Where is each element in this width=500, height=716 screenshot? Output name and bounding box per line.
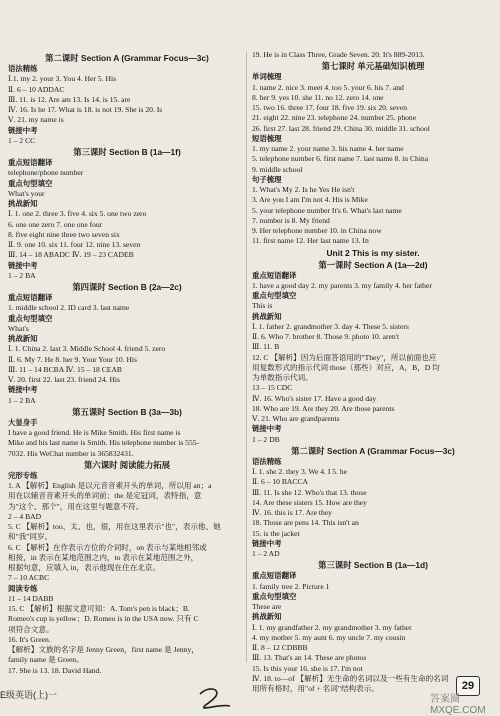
answer-line: 1 – 2 BA xyxy=(8,270,36,280)
subsection-label: 重点短语翻译 xyxy=(8,293,53,302)
answer-line: Ⅰ. 1. China 2. last 3. Middle School 4. friend 5. zero xyxy=(8,344,166,354)
answer-line: Ⅱ. 8 – 12 CDBBB xyxy=(252,643,308,652)
answer-line: 2 – 4 BAD xyxy=(8,511,42,521)
answer-line: Ⅴ. 21. my name is xyxy=(8,115,64,125)
answer-line: 11 – 14 DABB xyxy=(8,593,54,603)
answer-line: 21. eight 22. nine 23. telephone 24. number 25. phone xyxy=(252,113,417,123)
answer-line: I have a good friend. He is Mike Smith. His first name is xyxy=(8,428,181,437)
subsection-label: 挑战新知 xyxy=(252,311,282,321)
section-heading: 第七课时 单元基础知识梳理 xyxy=(321,61,425,72)
section-heading: 第三课时 Section B (1a—1f) xyxy=(73,147,181,157)
subsection-label: 重点句型填空 xyxy=(252,291,297,300)
answer-line: 19. He is in Class Three, Grade Seven. 20. It's 889-2013. xyxy=(252,50,425,59)
answer-line: Ⅳ. 16. this is 17. Are they xyxy=(252,508,332,517)
answer-line: Ⅴ. 20. first 22. last 23. friend 24. His xyxy=(8,375,120,384)
answer-line: 14. Are these sisters 15. How are they xyxy=(252,497,367,507)
subsection-label: 重点短语翻译 xyxy=(252,571,297,581)
watermark-text: 答案圈 MXQE.COM xyxy=(430,694,486,716)
subsection-label: 完形专练 xyxy=(8,470,38,480)
answer-line: 16. It's Green. xyxy=(8,634,51,644)
answer-line: What's xyxy=(8,323,29,333)
right-column xyxy=(252,50,494,694)
answer-line: Ⅲ. 11. Is she 12. Who's that 13. those xyxy=(252,487,367,497)
subsection-label: 链接中考 xyxy=(8,385,38,395)
section-heading: 第五课时 Section B (3a—3b) xyxy=(72,406,182,417)
column-divider xyxy=(246,52,247,662)
section-heading: 第三课时 Section B (1a—1d) xyxy=(318,560,428,571)
answer-line: 7. number is 8. My friend xyxy=(252,215,330,225)
answer-line: 6. one one zero 7. one one four xyxy=(8,219,103,229)
answer-line: 11. first name 12. Her last name 13. In xyxy=(252,236,369,246)
section-heading: 第一课时 Section A (1a—2d) xyxy=(318,259,428,270)
answer-line: These are xyxy=(252,602,282,611)
answer-line: telephone/phone number xyxy=(8,168,84,178)
answer-line: Ⅴ. 21. Who are grandparents xyxy=(252,414,340,423)
answer-line: Ⅱ. 6. Who 7. brother 8. Those 9. photo 10. aren't xyxy=(252,332,400,341)
answer-line: 9. middle school xyxy=(252,164,303,174)
answer-line: family name 是 Green。 xyxy=(8,655,84,665)
answer-line: 17. She is 13. 18. David Hand. xyxy=(8,665,102,675)
answer-line: 用所有格时，用"of + 名词"结构表示。 xyxy=(252,684,379,693)
answer-line: 根据句意，应填入 in，表示他现在住在北京。 xyxy=(8,563,161,572)
answer-line: 1. name 2. nice 3. meet 4. too 5. your 6. his 7. and xyxy=(252,82,404,92)
subsection-label: 重点句型填空 xyxy=(8,313,53,323)
subsection-label: 单词梳理 xyxy=(252,72,282,82)
answer-line: 1. middle school 2. ID card 3. last name xyxy=(8,303,130,313)
answer-line: 15. C 【解析】根据文意可知：A. Tom's pen is black；B. xyxy=(8,604,190,613)
section-heading: Unit 2 This is my sister. xyxy=(326,247,420,258)
subsection-label: 链接中考 xyxy=(8,260,38,270)
answer-line: 6. C 【解析】在作表示方位的介词时，on 表示与某地相邻或 xyxy=(8,542,207,552)
answer-line: Ⅳ. 16. Who's sister 17. Have a good day xyxy=(252,393,377,403)
answer-line: Ⅲ. 11. B xyxy=(252,342,280,352)
section-heading: 第二课时 Section A (Grammar Focus—3c) xyxy=(291,445,455,456)
answer-line: 5. your telephone number It's 6. What's last name xyxy=(252,205,402,215)
section-heading: 第六课时 阅读能力拓展 xyxy=(83,459,171,470)
answer-line: 【解析】文族的名字是 Jenny Green，first name 是 Jenny， xyxy=(8,645,199,654)
answer-line: Mike and his last name is Smith. His telephone number is 555- xyxy=(8,438,200,448)
subsection-label: 链接中考 xyxy=(252,424,282,434)
answer-line: 8. her 9. yes 10. she 11. no 12. zero 14. one xyxy=(252,92,384,102)
answer-line: Ⅰ. 1. she 2. they 3. We 4. I 5. he xyxy=(252,467,348,476)
answer-line: 1. What's My 2. Is he Yes He isn't xyxy=(252,185,355,194)
answer-line: Ⅲ. 11. is 12. Are am 13. Is 14. is 15. are xyxy=(8,94,131,104)
answer-line: 4. my mother 5. my aunt 6. my uncle 7. my cousin xyxy=(252,632,406,642)
answer-line: 13 – 15 CDC xyxy=(252,383,293,393)
answer-line: Ⅳ. 16. Is he 17. What is 18. is not 19. She is 20. Is xyxy=(8,105,163,114)
answer-line: 5. telephone number 6. first name 7. last name 8. in China xyxy=(252,154,429,164)
answer-line: 1. have a good day 2. my parents 3. my family 4. her father xyxy=(252,280,432,290)
answer-line: 18. Those are pens 14. This isn't an xyxy=(252,518,359,528)
section-heading: 第二课时 Section A (Grammar Focus—3c) xyxy=(45,53,209,63)
answer-line: Ⅰ. 1. father 2. grandmother 3. day 4. These 5. sisters xyxy=(252,321,409,331)
handwritten-scribble-icon xyxy=(194,686,234,710)
answer-line: 1. A 【解析】English 是以元音音素开头的单词，所以用 an；a xyxy=(8,481,212,490)
section-heading: 第四课时 Section B (2a—2c) xyxy=(72,282,182,292)
answer-line: Ⅰ. 1. my grandfather 2. my grandmother 3. my father xyxy=(252,622,412,632)
answer-line: 5. C 【解析】too、太、也，很，用在这里表示"也"，表示他、她 xyxy=(8,522,221,531)
answer-line: 用复数形式的指示代词 those（那些）对应，A，B，D 均 xyxy=(252,362,440,372)
answer-line: 为单数指示代词。 xyxy=(252,373,313,382)
answer-line: 项符合文意。 xyxy=(8,624,54,634)
answer-line: Ⅱ. 6 – 10 ADDAC xyxy=(8,84,65,94)
answer-line: 1 – 2 AD xyxy=(252,549,280,558)
answer-line: 为"这个、那个"，用在这里与题意不符。 xyxy=(8,501,144,511)
subsection-label: 语法精练 xyxy=(252,456,282,466)
answer-line: Ⅲ. 11 – 14 BCBA Ⅳ. 15 – 18 CEAB xyxy=(8,364,122,374)
left-column xyxy=(8,52,246,676)
subsection-label: 短语梳理 xyxy=(252,133,282,143)
answer-line: 7032. His WeChat number is 365832431. xyxy=(8,448,134,458)
answer-line: 1 – 2 DB xyxy=(252,434,280,444)
answer-line: 1 – 2 BA xyxy=(8,395,36,405)
subsection-label: 句子梳理 xyxy=(252,174,282,184)
subsection-label: 阅读专练 xyxy=(8,583,38,593)
subsection-label: 大显身手 xyxy=(8,417,38,427)
subsection-label: 挑战新知 xyxy=(252,612,282,622)
answer-line: Ⅰ.1. my 2. your 3. You 4. Her 5. His xyxy=(8,74,117,84)
answer-line: 7 – 10 ACBC xyxy=(8,573,50,583)
answer-line: Ⅲ. 14 – 18 ABADC Ⅳ. 19 – 23 CADEB xyxy=(8,250,134,260)
answer-line: 8. five eight nine three two seven six xyxy=(8,229,120,239)
subsection-label: 挑战新知 xyxy=(8,199,38,208)
answer-line: Ⅳ. 18. to—of 【解析】无生命的名词以及一些有生命的名词 xyxy=(252,673,449,683)
answer-line: Ⅱ. 6 – 10 BACCA xyxy=(252,477,309,487)
subsection-label: 重点短语翻译 xyxy=(252,270,297,280)
answer-line: 12. C 【解析】因为后面答语用的"They"，所以前面也应 xyxy=(252,352,437,362)
subsection-label: 挑战新知 xyxy=(8,334,38,343)
answer-line: Ⅲ. 13. That's an 14. These are photos xyxy=(252,653,367,663)
answer-line: 15. two 16. three 17. four 18. five 19. six 20. seven xyxy=(252,103,408,112)
answer-line: 1. family tree 2. Picture 1 xyxy=(252,581,330,591)
answer-line: Ⅱ. 6. My 7. He 8. her 9. Your Your 10. His xyxy=(8,354,137,364)
answer-line: 1 – 2 CC xyxy=(8,135,36,145)
answer-line: 15. is the jacket xyxy=(252,528,300,538)
subsection-label: 语法精练 xyxy=(8,64,38,73)
answer-line: 1. my name 2. your name 3. his name 4. her name xyxy=(252,144,404,153)
subsection-label: 重点短语翻译 xyxy=(8,158,53,167)
answer-line: 用在以辅音音素开头的单词前；the 是定冠词，表特指，意 xyxy=(8,491,202,501)
answer-line: 9. Her telephone number 10. in China now xyxy=(252,226,382,235)
answer-line: Ⅰ. 1. one 2. three 3. five 4. six 5. one two zero xyxy=(8,209,147,219)
subsection-label: 链接中考 xyxy=(8,125,38,135)
answer-line: Romeo's cup is yellow；D. Romeo is in the USA now. 只有 C xyxy=(8,614,199,624)
answer-line: 15. Is this your 16. she is 17. I'm not xyxy=(252,663,363,673)
answer-line: 和"我"同岁。 xyxy=(8,532,53,542)
subsection-label: 重点句型填空 xyxy=(252,591,297,601)
answer-line: This is xyxy=(252,301,273,311)
footer-label: E级英语(上)一 xyxy=(0,690,57,700)
page-number: 29 xyxy=(456,676,480,696)
answer-line: 3. Are you I am I'm not 4. His is Mike xyxy=(252,195,368,205)
answer-line: Ⅱ. 9. one 10. six 11. four 12. nine 13. seven xyxy=(8,240,141,249)
answer-line: 相接，in 表示在某地范围之内，to 表示在某地范围之外， xyxy=(8,552,199,562)
subsection-label: 重点句型填空 xyxy=(8,178,53,188)
answer-line: 18. Who are 19. Are they 20. Are those parents xyxy=(252,403,395,413)
answer-line: What's your xyxy=(8,188,45,198)
answer-line: 26. first 27. last 28. friend 29. China 30. middle 31. school xyxy=(252,123,430,133)
subsection-label: 链接中考 xyxy=(252,538,282,548)
